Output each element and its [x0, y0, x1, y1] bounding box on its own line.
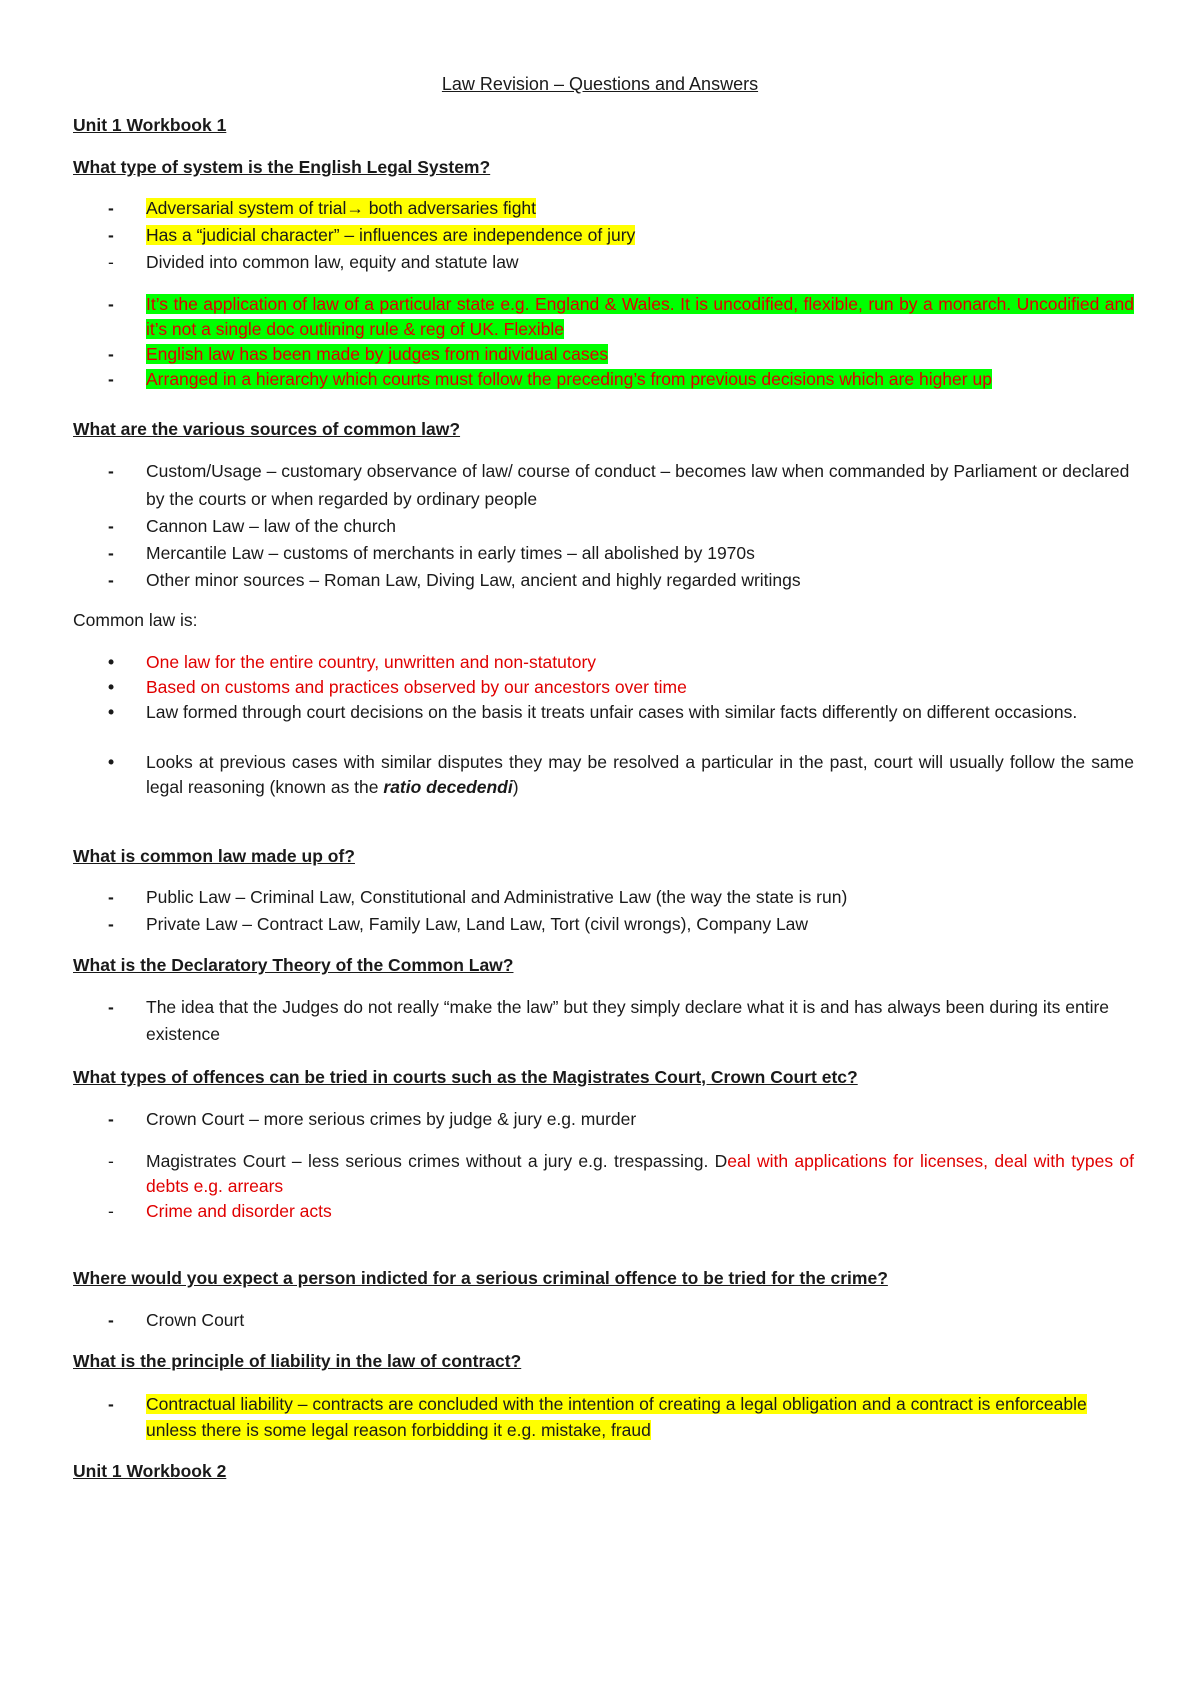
list-item — [108, 292, 1134, 342]
q2-item-4: Other minor sources – Roman Law, Diving Law, ancient and highly regarded writings — [146, 570, 801, 590]
dash-marker: - — [108, 1109, 114, 1129]
q7-item-1: Contractual liability – contracts are concluded with the intention of creating a legal obligation and a contract is enforceable unless there is some legal reason forbidding it e.g. mistake, fraud — [146, 1394, 1087, 1440]
q2-item-2: Cannon Law – law of the church — [146, 516, 397, 536]
q5-item-1: Crown Court – more serious crimes by judge & jury e.g. murder — [146, 1109, 637, 1129]
common-law-label: Common law is: — [73, 610, 198, 630]
list-item — [108, 1149, 1134, 1199]
list-item — [108, 1199, 1134, 1224]
unit1-heading: Unit 1 Workbook 1 — [73, 115, 227, 135]
list-item — [108, 884, 1134, 910]
q1-item-5: English law has been made by judges from individual cases — [146, 344, 609, 364]
bullet-marker: • — [108, 702, 115, 722]
document-title: Law Revision – Questions and Answers — [441, 74, 759, 94]
dash-marker: - — [108, 1201, 114, 1221]
q4-item-1: The idea that the Judges do not really “make the law” but they simply declare what it is and has always been during its entire existence — [146, 997, 1110, 1044]
dash-marker: - — [108, 344, 114, 364]
q6-item-1: Crown Court — [146, 1310, 245, 1330]
unit2-heading: Unit 1 Workbook 2 — [73, 1461, 227, 1481]
list-item — [108, 675, 1134, 700]
q5-item-2: Magistrates Court – less serious crimes without a jury e.g. trespassing. D — [146, 1151, 728, 1171]
list-item — [108, 540, 1134, 566]
bullet-marker: • — [108, 677, 115, 697]
q6-question: Where would you expect a person indicted for a serious criminal offence to be tried for the crime? — [73, 1268, 888, 1288]
q1-item-6: Arranged in a hierarchy which courts must follow the preceding’s from previous decisions which are higher up — [146, 369, 992, 389]
dash-marker: - — [108, 461, 114, 481]
common-law-item-2: Based on customs and practices observed by our ancestors over time — [146, 677, 687, 697]
dash-marker: - — [108, 369, 114, 389]
dash-marker: - — [108, 225, 114, 245]
list-item — [108, 700, 1134, 725]
list-item — [108, 249, 1134, 275]
dash-marker: - — [108, 570, 114, 590]
dash-marker: - — [108, 1310, 114, 1330]
q1-item-3: Divided into common law, equity and statute law — [146, 252, 519, 272]
dash-marker: - — [108, 1394, 114, 1414]
q2-question: What are the various sources of common law? — [73, 419, 461, 439]
dash-marker: - — [108, 198, 114, 218]
list-item — [108, 1307, 1134, 1333]
list-item — [108, 911, 1134, 937]
list-item — [108, 195, 1134, 221]
dash-marker: - — [108, 543, 114, 563]
list-item — [108, 650, 1134, 675]
list-item — [108, 1106, 1134, 1132]
q1-item-4: It’s the application of law of a particular state e.g. England & Wales. It is uncodified, flexible, run by a monarch. Uncodified and it’s not a single doc outlining rule & reg of UK. Flexible — [146, 294, 1134, 339]
closing-paren: ) — [512, 777, 519, 797]
ratio-term: ratio decedendi — [383, 777, 513, 797]
bullet-marker: • — [108, 752, 115, 772]
dash-marker: - — [108, 1151, 114, 1171]
common-law-item-3: Law formed through court decisions on the basis it treats unfair cases with similar facts differently on different occasions. — [146, 702, 1078, 722]
q1-item-1: Adversarial system of trial→ both adversaries fight — [146, 198, 537, 218]
dash-marker: - — [108, 914, 114, 934]
common-law-item-1: One law for the entire country, unwritten and non-statutory — [146, 652, 597, 672]
q1-item-2: Has a “judicial character” – influences are independence of jury — [146, 225, 636, 245]
list-item — [108, 1391, 1134, 1443]
list-item — [108, 994, 1134, 1048]
q1-question: What type of system is the English Legal System? — [73, 157, 491, 177]
bullet-marker: • — [108, 652, 115, 672]
q5-question: What types of offences can be tried in courts such as the Magistrates Court, Crown Court etc? — [73, 1067, 858, 1087]
dash-marker: - — [108, 997, 114, 1017]
dash-marker: - — [108, 252, 114, 272]
q3-question: What is common law made up of? — [73, 846, 355, 866]
list-item — [108, 457, 1134, 513]
q7-question: What is the principle of liability in the law of contract? — [73, 1351, 522, 1371]
q5-item-2-red: eal with applications for licenses, deal with types of debts e.g. arrears — [146, 1151, 1134, 1196]
dash-marker: - — [108, 887, 114, 907]
common-law-item-4: Looks at previous cases with similar disputes they may be resolved a particular in the past, court will usually follow the same legal reasoning (known as the — [146, 752, 1134, 797]
dash-marker: - — [108, 516, 114, 536]
list-item — [108, 567, 1134, 593]
q3-item-1: Public Law – Criminal Law, Constitutional and Administrative Law (the way the state is run) — [146, 887, 848, 907]
list-item — [108, 513, 1134, 539]
q3-item-2: Private Law – Contract Law, Family Law, Land Law, Tort (civil wrongs), Company Law — [146, 914, 809, 934]
q2-item-3: Mercantile Law – customs of merchants in early times – all abolished by 1970s — [146, 543, 755, 563]
q2-item-1: Custom/Usage – customary observance of law/ course of conduct – becomes law when commanded by Parliament or declared by the courts or when regarded by ordinary people — [146, 461, 1130, 509]
list-item — [108, 342, 1134, 367]
dash-marker: - — [108, 294, 114, 314]
q5-item-3: Crime and disorder acts — [146, 1201, 332, 1221]
list-item — [108, 750, 1134, 800]
list-item — [108, 367, 1134, 392]
list-item — [108, 222, 1134, 248]
q4-question: What is the Declaratory Theory of the Common Law? — [73, 955, 514, 975]
